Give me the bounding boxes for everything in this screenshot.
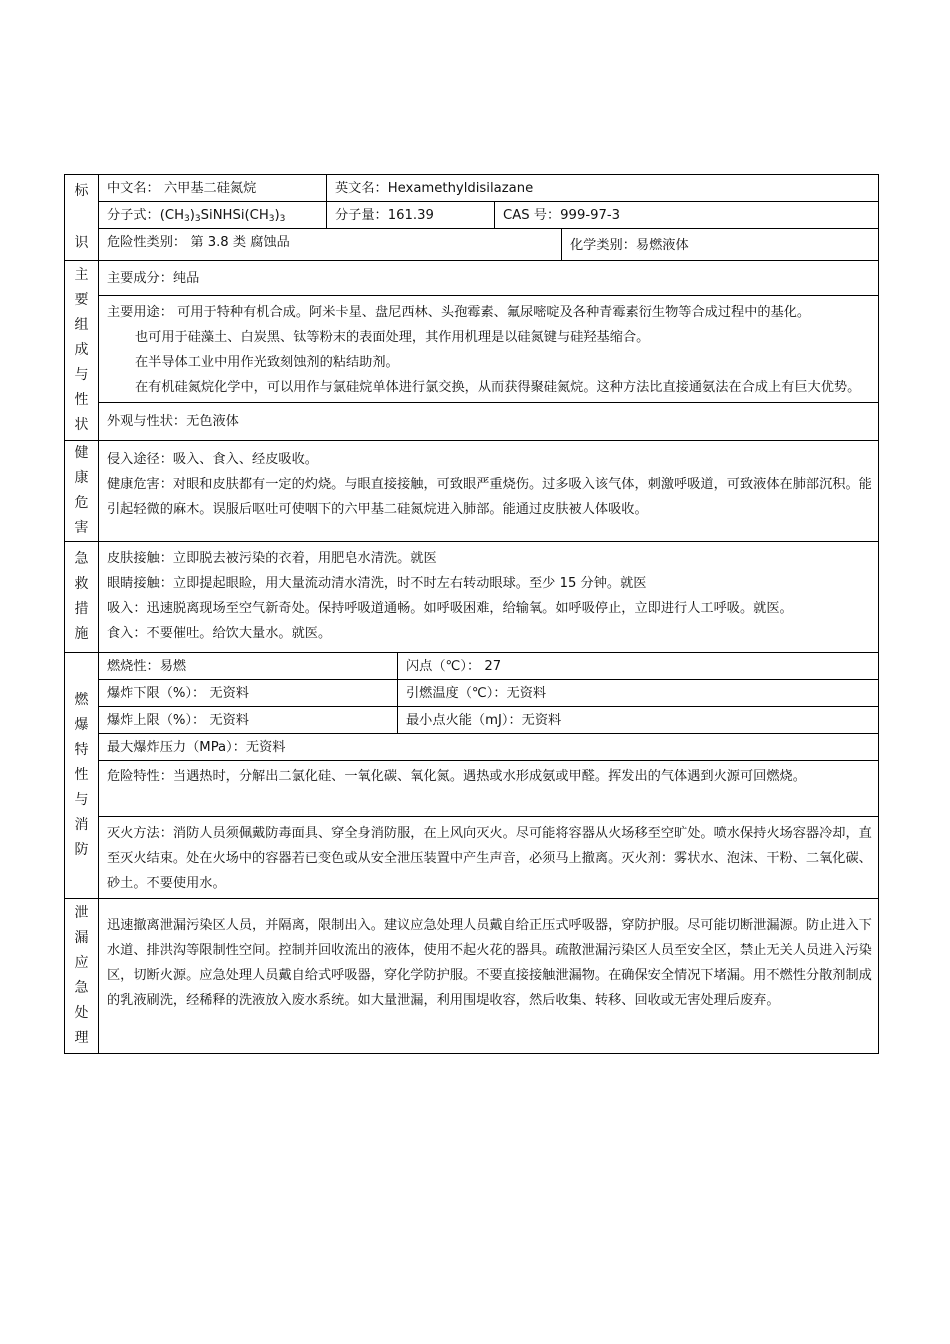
label-char: 性 <box>74 767 89 783</box>
formula-part: (CH <box>159 208 185 223</box>
label-char: 施 <box>74 626 89 642</box>
first-aid-content <box>99 542 878 652</box>
leak-response: 迅速撤离泄漏污染区人员，并隔离，限制出入。建议应急处理人员戴自给正压式呼吸器，穿防护服。尽可能切断泄漏源。防止进入下水道、排洪沟等限制性空间。控制并回收流出的液体，使用不起火花的器具。疏散泄漏污染区人员至安全区，禁止无关人员进入污染区，切断火源。应急处理人员戴自给式呼吸器，穿化学防护服。不要直接接触泄漏物。在确保安全情况下堵漏。用不燃性分散剂制成的乳液刷洗，经稀释的洗液放入废水系统。如大量泄漏，利用围堤收容，然后收集、转移、回收或无害处理后废弃。 <box>107 918 872 1008</box>
first-aid-item: 吸入：迅速脱离现场至空气新奇处。保持呼吸道通畅。如呼吸困难，给输氧。如呼吸停止，立即进行人工呼吸。就医。 <box>107 601 793 616</box>
label-char: 组 <box>74 317 89 333</box>
label-char: 危 <box>74 495 89 511</box>
label-char: 理 <box>74 1030 89 1046</box>
uses-paragraph: 主要用途： 可用于特种有机合成。阿米卡星、盘尼西林、头孢霉素、氟尿嘧啶及各种青霉素衍生物等合成过程中的基化。 <box>107 305 811 320</box>
label-char: 燃 <box>74 692 89 708</box>
section-fire <box>64 652 879 898</box>
uses-paragraph: 在半导体工业中用作光致刻蚀剂的粘结助剂。 <box>135 355 399 370</box>
uses-paragraph: 在有机硅氮烷化学中，可以用作与氯硅烷单体进行氯交换，从而获得聚硅氮烷。这种方法比直接通氨法在合成上有巨大优势。 <box>135 380 861 395</box>
formula-part: ) <box>274 208 280 223</box>
entry-route: 侵入途径：吸入、食入、经皮吸收。 <box>107 452 318 467</box>
label-char: 泄 <box>74 905 89 921</box>
formula-subscript: 3 <box>184 214 190 224</box>
label-char: 特 <box>74 742 89 758</box>
first-aid-item: 眼睛接触：立即提起眼睑，用大量流动清水清洗，时不时左右转动眼球。至少 15 分钟。就医 <box>107 576 647 591</box>
label-char: 主 <box>74 267 89 283</box>
lower-explosive-limit: 爆炸下限（%）： 无资料 <box>107 686 249 701</box>
formula-part: SiNHSi(CH <box>200 208 269 223</box>
label-char: 漏 <box>74 930 89 946</box>
max-explosion-pressure: 最大爆炸压力（MPa）：无资料 <box>107 740 286 755</box>
hazard-class: 危险性类别： 第 3.8 类 腐蚀品 <box>107 235 290 250</box>
english-name: 英文名：Hexamethyldisilazane <box>326 175 878 201</box>
msds-table <box>64 174 879 1054</box>
formula-subscript: 3 <box>279 214 286 224</box>
section-label-fire <box>65 653 99 898</box>
section-health <box>64 440 879 541</box>
section-label-health <box>65 441 99 541</box>
flammability: 燃烧性：易燃 <box>107 659 187 674</box>
chinese-name: 中文名： 六甲基二硅氮烷 <box>107 181 257 196</box>
label-char: 救 <box>74 576 89 592</box>
label-char: 急 <box>74 980 89 996</box>
section-label-composition <box>65 261 99 440</box>
label-char: 识 <box>74 235 89 251</box>
label-char: 状 <box>74 417 89 433</box>
formula-label: 分子式： <box>107 208 160 223</box>
label-char: 害 <box>74 520 89 536</box>
label-char: 康 <box>74 470 89 486</box>
section-identification <box>64 174 879 260</box>
molecular-formula <box>99 202 326 228</box>
ignition-temperature: 引燃温度（℃）：无资料 <box>397 680 878 706</box>
formula-part: ) <box>189 208 195 223</box>
section-label-identification <box>65 175 99 260</box>
molecular-weight: 分子量：161.39 <box>326 202 494 228</box>
label-char: 与 <box>74 792 89 808</box>
formula-subscript: 3 <box>194 214 201 224</box>
label-char: 急 <box>74 551 89 567</box>
first-aid-item: 食入：不要催吐。给饮大量水。就医。 <box>107 626 332 641</box>
section-first-aid <box>64 541 879 652</box>
label-char: 成 <box>74 342 89 358</box>
label-char: 健 <box>74 445 89 461</box>
chemical-class: 化学类别：易燃液体 <box>561 229 878 260</box>
label-char: 措 <box>74 601 89 617</box>
label-char: 要 <box>74 292 89 308</box>
label-char: 消 <box>74 817 89 833</box>
label-char: 应 <box>74 955 89 971</box>
formula-subscript: 3 <box>268 214 275 224</box>
main-uses <box>99 296 878 402</box>
label-char: 与 <box>74 367 89 383</box>
section-leak <box>64 898 879 1054</box>
health-hazard: 健康危害：对眼和皮肤都有一定的灼烧。与眼直接接触，可致眼严重烧伤。过多吸入该气体，刺激呼吸道，可致液体在肺部沉积。能引起轻微的麻木。误服后呕吐可使咽下的六甲基二硅氮烷进入肺部。能通过皮肤被人体吸收。 <box>107 477 872 517</box>
uses-paragraph: 也可用于硅藻土、白炭黑、钛等粉末的表面处理，其作用机理是以硅氮键与硅羟基缩合。 <box>135 330 650 345</box>
section-label-first-aid <box>65 542 99 652</box>
label-char: 性 <box>74 392 89 408</box>
section-composition <box>64 260 879 440</box>
label-char: 防 <box>74 842 89 858</box>
appearance: 外观与性状：无色液体 <box>107 414 239 429</box>
label-char: 标 <box>74 183 89 199</box>
main-component: 主要成分：纯品 <box>107 271 200 286</box>
health-content <box>99 441 878 530</box>
label-char: 处 <box>74 1005 89 1021</box>
hazard-traits: 危险特性：当遇热时，分解出二氯化硅、一氧化碳、氧化氮。遇热或水形成氨或甲醛。挥发出的气体遇到火源可回燃烧。 <box>107 769 806 784</box>
flash-point: 闪点（℃）： 27 <box>397 653 878 679</box>
upper-explosive-limit: 爆炸上限（%）： 无资料 <box>107 713 249 728</box>
first-aid-item: 皮肤接触：立即脱去被污染的衣着，用肥皂水清洗。就医 <box>107 551 437 566</box>
section-label-leak <box>65 899 99 1053</box>
cas-number: CAS 号：999-97-3 <box>494 202 878 228</box>
label-char: 爆 <box>74 717 89 733</box>
extinguishing-method: 灭火方法：消防人员须佩戴防毒面具、穿全身消防服，在上风向灭火。尽可能将容器从火场移至空旷处。喷水保持火场容器冷却，直至灭火结束。处在火场中的容器若已变色或从安全泄压装置中产生声音，必须马上撤离。灭火剂：雾状水、泡沫、干粉、二氧化碳、砂土。不要使用水。 <box>107 826 872 891</box>
min-ignition-energy: 最小点火能（mJ）：无资料 <box>397 707 878 733</box>
